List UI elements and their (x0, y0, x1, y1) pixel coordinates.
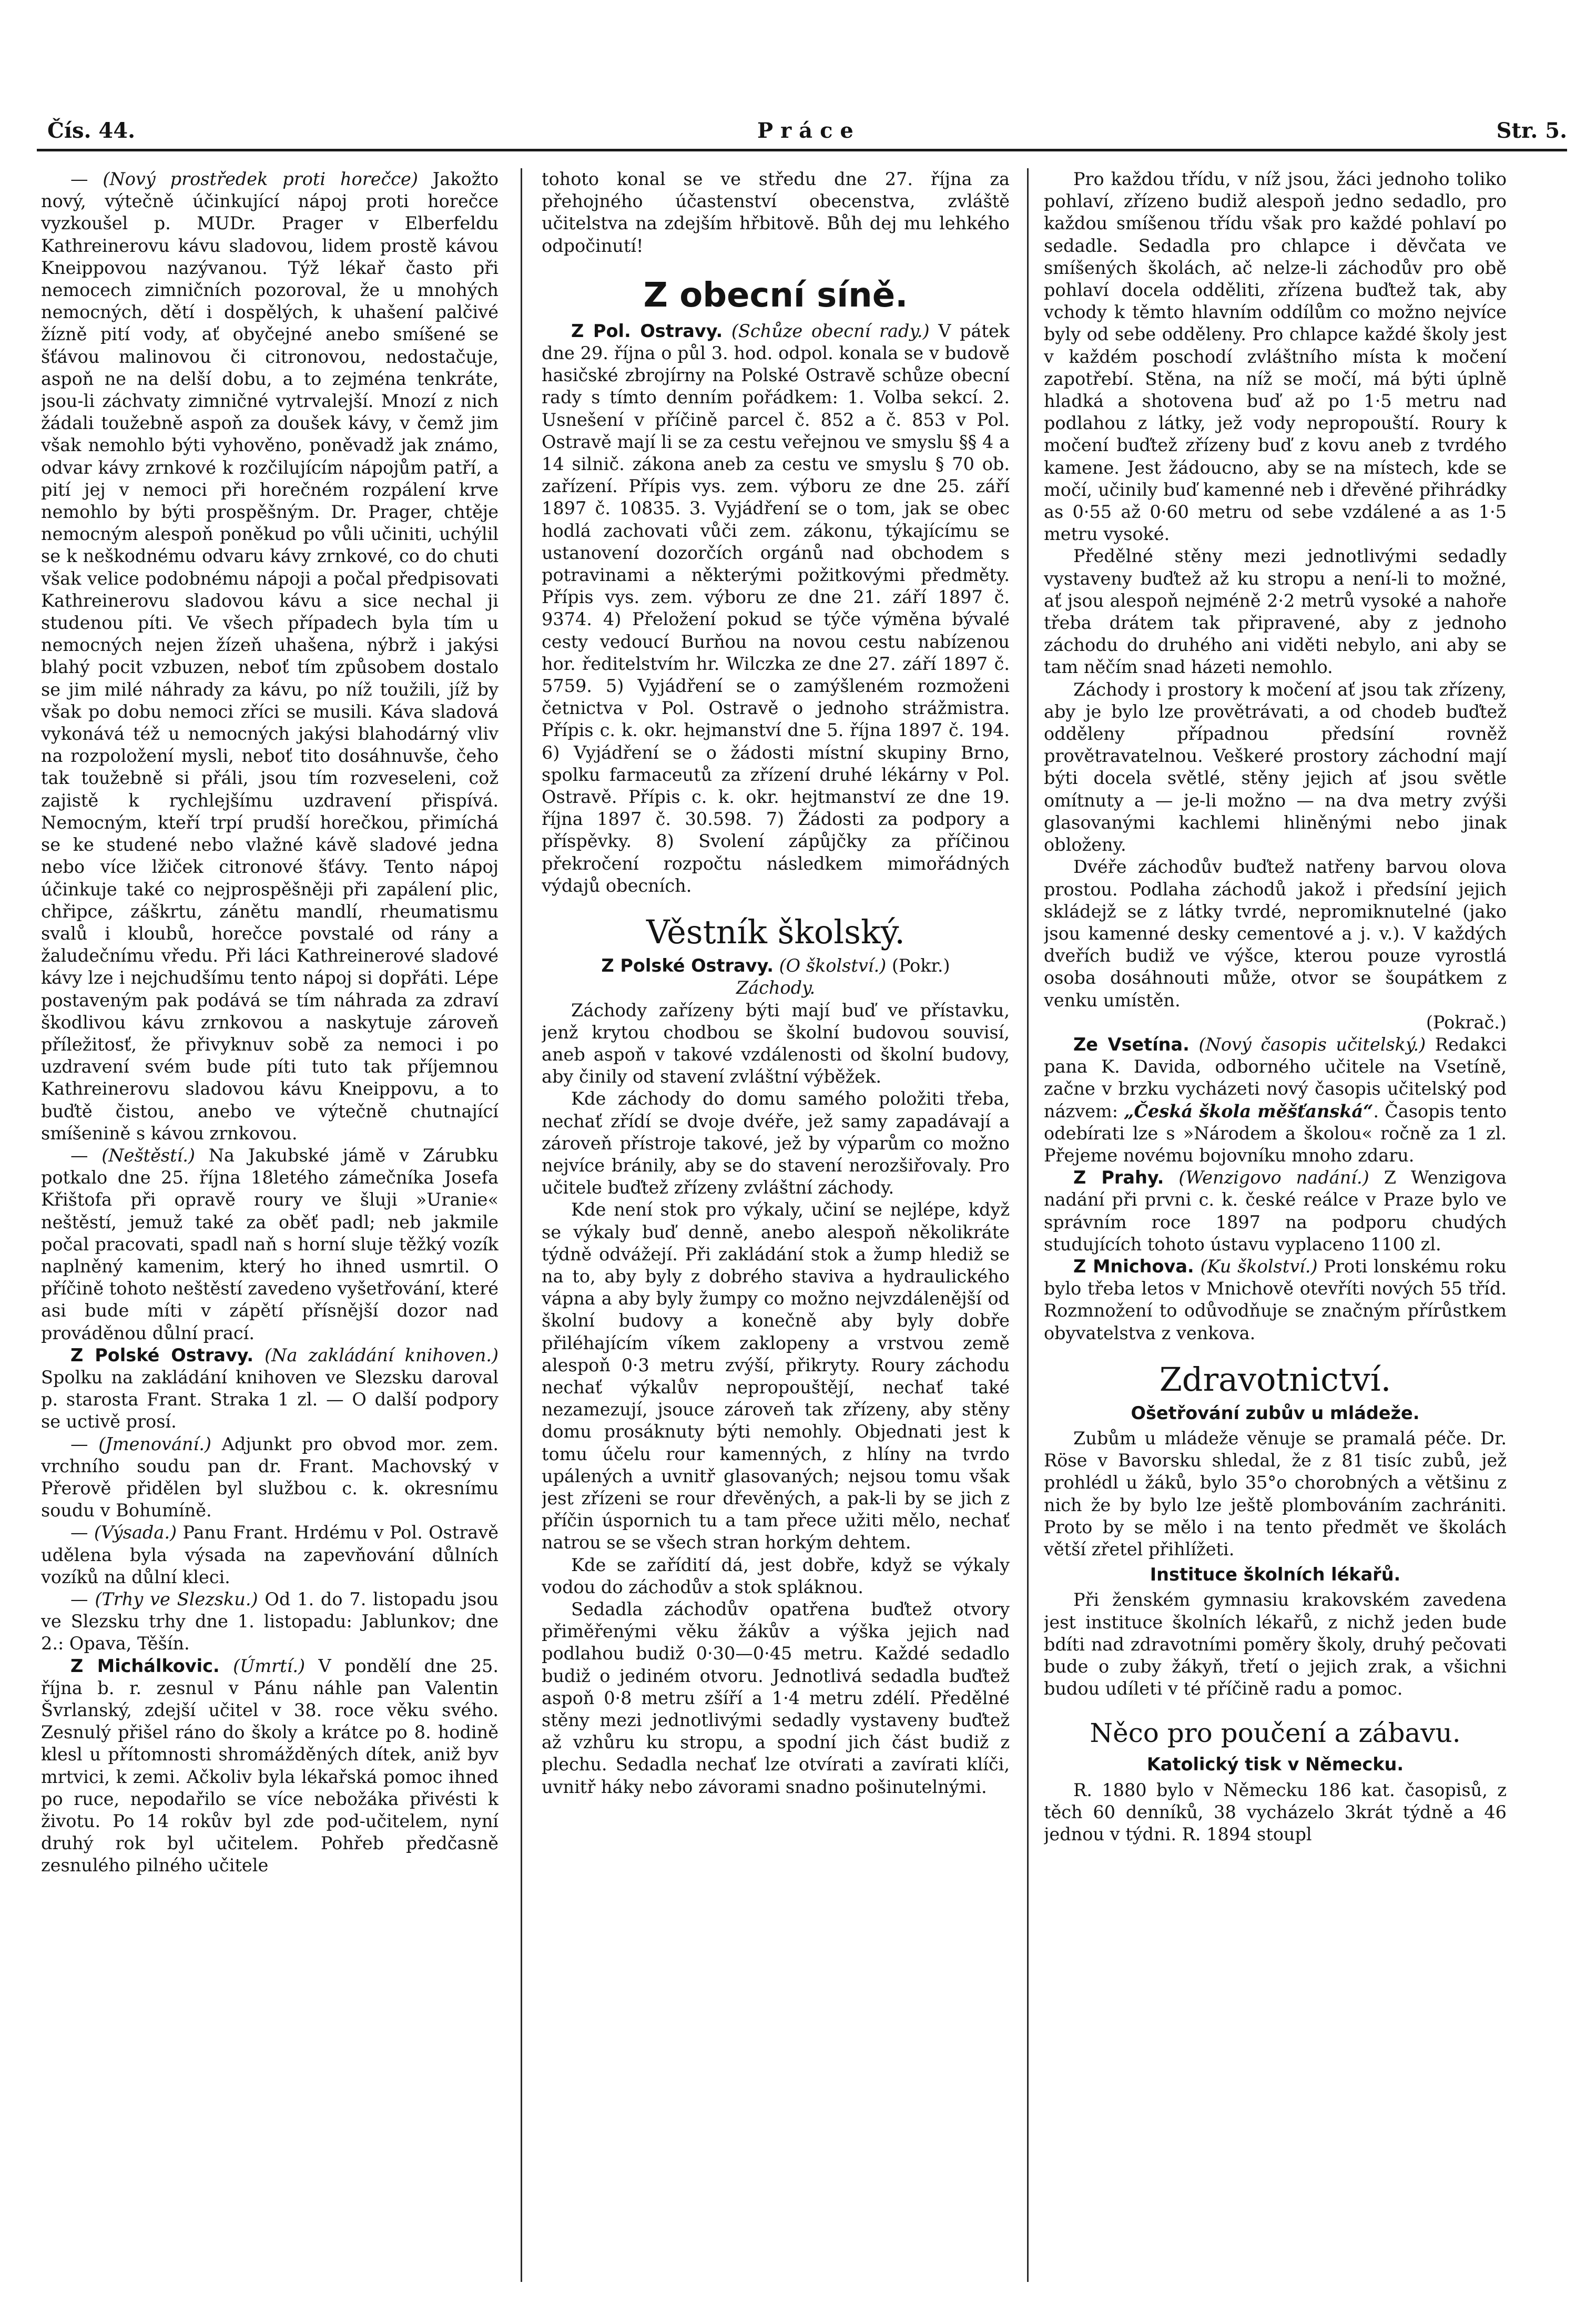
article-libraries: Z Polské Ostravy. (Na zakládání knihoven.) Spolku na zakládání knihoven ve Slezsku daroval p. starosta Frant. Straka 1 zl. — O další podpory se uctivě prosí. (41, 1344, 499, 1432)
article-munich: Z Mnichova. (Ku školství.) Proti lonskému roku bylo třeba letos v Mnichově otevříti nových 55 tříd. Rozmnožení to odůvodňuje se značným přírůstkem obyvatelstva z venkova. (1044, 1256, 1507, 1343)
continued-note: (Pokrač.) (1426, 1012, 1507, 1033)
school-article-title: Z Polské Ostravy. (O školství.) (Pokr.) (601, 955, 950, 976)
school-paragraph: Předělné stěny mezi jednotlivými sedadly vystaveny buďtež až ku stropu a není-li to možné, ať jsou alespoň nejméně 2·2 metrů vysoké a nahoře třeba drátem tak připravené, aby z jednoho záchodu do druhého ani viděti nebylo, ani aby se tam něčím snad házeti nemohlo. (1044, 546, 1507, 678)
obituary-continued: tohoto konal se ve středu dne 27. října za přehojného účastenství obecenstva, zvláště učitelstva na zdejším hřbitově. Bůh dej mu lehkého odpočinutí! (542, 169, 1010, 256)
article-coffee-fever: — (Nový prostředek proti horečce) Jakožto nový, výtečně účinkující nápoj proti horečce vyzkoušel p. MUDr. Prager v Elberfeldu Kathreinerovu kávu sladovou, lidem prostě kávou Kneippovou nazývanou. Týž lékař často při nemocech zimničních pozoroval, že u mnohých nemocných, dětí i dospělých, k uhašení palčivé žízně pití vody, ať obyčejné anebo smíšené se šťávou malinovou či citronovou, nedostačuje, aspoň ne na delší dobu, a to zejména tenkráte, jsou-li záchvaty zimničné vytrvalejší. Mnozí z nich žádali toužebně aspoň za doušek kávy, v čemž jim však nemohlo býti vyhověno, poněvadž jak známo, odvar kávy zrnkové k rozčilujícím nápojům patří, a pití jej v nemoci při horečném rozpálení krve nemohlo by býti prospěšným. Dr. Prager, chtěje nemocným alespoň poněkud po vůli učiniti, uchýlil se k neškodnému odvaru kávy zrnkové, co do chuti však velice podobnému nápoji a počal předpisovati Kathreinerovu sladovou kávu a sice nechal ji studenou píti. Ve všech případech byla tím u nemocných nejen žízeň uhašena, nýbrž i jakýsi blahý pocit vzbuzen, neboť tím způsobem dostalo se jim milé náhrady za kávu, po níž toužili, jíž by však po dobu nemoci zříci se musili. Káva sladová vykonává též u nemocných jakýsi blahodárný vliv na rozpoložení mysli, neboť tito dosáhnuvše, čeho tak toužebně si přáli, jsou tím rozveseleni, což zajistě k rychlejšímu uzdravení přispívá. Nemocným, kteří trpí prudší horečkou, přimíchá se ke studené nebo vlažné kávě sladové jedna nebo více lžiček citronové šťávy. Tento nápoj účinkuje také co nejprospěšněji při zapálení plic, chřipce, záškrtu, zánětu mandlí, rheumatismu svalů i kloubů, horečce povstalé od rány a žaludečnímu vředu. Při láci Kathreinerové sladové kávy lze i nejchudšímu tento nápoj si dopřáti. Lépe postaveným pak podává se tím náhrada za zdraví škodlivou kávu zrnkovou a naskytuje zároveň příležitosť, že přivyknuv sobě za nemoci i po uzdravení svém bude píti tuto tak příjemnou Kathreinerovu sladovou kávu Kneippovu, a to buďtě čistou, anebo ve výtečně chutnající smíšenině s kávou zrnkovou. (41, 169, 499, 1144)
article-obituary: Z Michálkovic. (Úmrtí.) V pondělí dne 25. října b. r. zesnul v Pánu náhle pan Valentin Švrlanský, zdejší učitel v 38. roce věku svého. Zesnulý přišel ráno do školy a krátce po 8. hodině klesl u přítomnosti shromážděných dítek, aniž byv mrtvici, k zemi. Ačkoliv byla lékařská pomoc ihned po ruce, nepodařilo se více nebožáka přivésti k životu. Po 14 rokův byl zde pod-učitelem, nyní druhý rok byl učitelem. Pohřeb předčasně zesnulého pilného učitele (41, 1655, 499, 1876)
health-subheading: Ošetřování zubův u mládeže. (1131, 1402, 1420, 1423)
school-paragraph: Kde záchody do domu samého položiti třeba, nechať zřídí se dvoje dvéře, jež samy zapadávají a zároveň přístroje takové, jež by výparům co možno nejvíce bránily, aby se do stavení nerozšiřovaly. Pro učitele buďtež zřízeny zvláštní záchody. (542, 1088, 1010, 1198)
article-accident: — (Neštěstí.) Na Jakubské jámě v Zárubku potkalo dne 25. října 18letého zámečníka Josefa Křištofa při opravě roury ve šluji »Uranie« neštěstí, jemuž také za oběť padl; neb jakmile počal pracovati, spadl naň s horní sluje těžký vozík naplněný kamenim, který ho ihned usmrtil. O příčině tohoto neštěstí zavedeno vyšetřování, které asi bude míti v zápětí přísnější dozor nad prováděnou důlní prací. (41, 1145, 499, 1343)
health-paragraph: Při ženském gymnasiu krakovském zavedena jest instituce školních lékařů, z nichž jeden bude bdíti nad zdravotními poměry školy, druhý pečovati bude o zuby žákyň, třetí o jejich zrak, a všichni budou udíleti v té příčině radu a pomoc. (1044, 1589, 1507, 1699)
header-rule (37, 149, 1567, 151)
section-heading-health: Zdravotnictví. (1159, 1360, 1391, 1399)
page-number: Str. 5. (1496, 118, 1567, 143)
article-appointment: — (Jmenování.) Adjunkt pro obvod mor. zem. vrchního soudu pan dr. Frant. Machovský v Přerově přidělen byl službou c. k. okresnímu soudu v Bohumíně. (41, 1433, 499, 1521)
column-right (1044, 168, 1507, 2308)
school-subheading: Záchody. (736, 977, 816, 998)
section-heading-school: Věstník školský. (646, 913, 905, 952)
article-patent: — (Výsada.) Panu Frant. Hrdému v Pol. Ostravě udělena byla výsada na zapevňování důlních vozíků na důlní kleci. (41, 1522, 499, 1587)
section-heading-municipal: Z obecní síně. (643, 276, 908, 315)
page-header (47, 118, 1567, 145)
article-vsetin: Ze Vsetína. (Nový časopis učitelský.) Redakci pana K. Davida, odborného učitele na Vsetíně, začne v brzku vycházeti nový časopis učitelský pod názvem: „Česká škola měšťanská“. Časopis tento odebírati lze s »Národem a školou« ročně za 1 zl. Přejeme novému bojovníku mnoho zdaru. (1044, 1034, 1507, 1166)
school-paragraph: Kde se zařídití dá, jest dobře, když se výkaly vodou do záchodův a stok spláknou. (542, 1554, 1010, 1597)
column-divider (1027, 168, 1029, 2282)
section-heading-education: Něco pro poučení a zábavu. (1090, 1718, 1461, 1749)
education-paragraph: R. 1880 bylo v Německu 186 kat. časopisů, z těch 60 denníků, 38 vycházelo 3krát týdně a 46 jednou v týdni. R. 1894 stoupl (1044, 1779, 1507, 1845)
school-paragraph: Pro každou třídu, v níž jsou, žáci jednoho toliko pohlaví, zřízeno budiž alespoň jedno sedadlo, pro každou smíšenou třídu však pro každé pohlaví po sedadle. Sedadla pro chlapce i děvčata ve smíšených školách, ač nelze-li záchodův pro obě pohlaví docela odděliti, zřízena buďtež tak, aby vchody k těmto hlavním oddílům co možno nejvíce byly od sebe odděleny. Pro chlapce každé školy jest v každém poschodí zvláštního místa k močení zapotřebí. Stěna, na níž se močí, má býti úplně hladká a shotovena buď až po 1·5 metru nad podlahou z látky, jež vody nepropouští. Roury k močení buďtež zřízeny buď z kovu aneb z tvrdého kamene. Jest žádoucno, aby se na místech, kde se močí, učinily buď kamenné neb i dřevěné přihrádky as 0·55 až 0·60 metru od sebe vzdálené a as 1·5 metru vysoké. (1044, 169, 1507, 545)
article-council-meeting: Z Pol. Ostravy. (Schůze obecní rady.) V pátek dne 29. října o půl 3. hod. odpol. konala se v budově hasičské zbrojírny na Polské Ostravě schůze obecní rady s tímto denním pořádkem: 1. Volba sekcí. 2. Usnešení v příčině parcel č. 852 a č. 853 v Pol. Ostravě mají li se za cestu veřejnou ve smyslu §§ 4 a 14 silnič. zákona aneb za cestu ve smyslu § 70 ob. zařízení. Přípis vys. zem. výboru ze dne 25. září 1897 č. 10835. 3. Vyjádření se o tom, jak se obec hodlá zachovati vůči zem. zákonu, týkajícímu se ustanovení dozorčích orgánů nad obchodem s potravinami a některými požitkovými předměty. Přípis vys. zem. výboru ze dne 21. září 1897 č. 9374. 4) Přeložení pokud se týče výměna bývalé cesty vedoucí Burňou na novou cestu nabízenou hor. ředitelstvím hr. Wilczka ze dne 27. září 1897 č. 5759. 5) Vyjádření se o zamýšleném rozmoženi četnictva v Pol. Ostravě o jednoho strážmistra. Přípis c. k. okr. hejmanství dne 5. října 1897 č. 194. 6) Vyjádření se o žádosti místní skupiny Brno, spolku farmaceutů za zřízení druhé lékárny v Pol. Ostravě. Přípis c. k. okr. hejtmanství ze dne 19. října 1897 č. 30.598. 7) Žádosti za podpory a příspěvky. 8) Svolení zápůjčky za příčinou překročení rozpočtu následkem mimořádných výdajů obecních. (542, 320, 1010, 896)
health-subheading: Instituce školních lékařů. (1150, 1564, 1401, 1585)
school-paragraph: Dvéře záchodův buďtež natřeny barvou olova prostou. Podlaha záchodů jakož i předsíní jejich skládejž se z látky tvrdé, nepromiknutelné (jako jsou kamenné desky cementové a j. v.). V každých dveřích budiž ve výšce, kterou pouze vyrostlá osoba dosáhnouti může, otvor se šoupátkem z venku umístěn. (1044, 857, 1507, 1011)
newspaper-title: Práce (757, 118, 861, 143)
article-markets: — (Trhy ve Slezsku.) Od 1. do 7. listopadu jsou ve Slezsku trhy dne 1. listopadu: Jablunkov; dne 2.: Opava, Těšín. (41, 1589, 499, 1654)
issue-number: Čís. 44. (47, 118, 135, 143)
school-paragraph: Kde není stok pro výkaly, učiní se nejlépe, když se výkaly buď denně, anebo alespoň několikráte týdně odvážejí. Při zakládání stok a žump hlediž se na to, aby byly z dobrého staviva a hydraulického vápna a aby byly žumpy co možno nejvzdálenější od školní budovy a konečně aby byly dobře přiléhajícím víkem zaklopeny a vrstvou země alespoň 0·3 metru zvýší, přikryty. Roury záchodu nechať výkalův nepropouštějí, nechať také nezamezují, jsouce zároveň tak zřízeny, aby stěny domu prosáknuty býti nemohly. Objednati jest k tomu účelu rour kamenných, z hlíny na tvrdo upálených a uvnitř glasovaných; nejsou tomu však jest zřízeni se rour dřevěných, a pak-li by se jich z příčin úspornich tu a tam přece užiti mělo, nechať natrou se se všech stran horkým dehtem. (542, 1199, 1010, 1553)
health-paragraph: Zubům u mládeže věnuje se pramalá péče. Dr. Röse v Bavorsku shledal, že z 81 tisíc zubů, jež prohlédl u žáků, bylo 35°o chorobných a většinu z nich že by bylo lze ještě plombováním zachrániti. Proto by se mělo i na tento předmět ve školách větší zřetel přihlížeti. (1044, 1428, 1507, 1559)
school-paragraph: Záchody zařízeny býti mají buď ve přístavku, jenž krytou chodbou se školní budovou souvisí, aneb aspoň v takové vzdálenosti od školní budovy, aby činily od stavení zvláštní výběžek. (542, 1000, 1010, 1087)
column-divider (521, 168, 522, 2282)
school-paragraph: Záchody i prostory k močení ať jsou tak zřízeny, aby je bylo lze provětrávati, a od chodeb buďtež odděleny případnou předsíní rovněž provětravatelnou. Veškeré prostory záchodní mají býti docela světlé, stěny jejich ať jsou světle omítnuty a — je-li možno — na dva metry zvýši glasovanými kachlemi hliněnými nebo jinak obloženy. (1044, 679, 1507, 855)
column-left (41, 168, 499, 2308)
article-prague: Z Prahy. (Wenzigovo nadání.) Z Wenzigova nadání při prvni c. k. české reálce v Praze bylo ve správním roce 1897 na podporu chudých studujících tohoto ústavu vyplaceno 1100 zl. (1044, 1167, 1507, 1255)
column-middle (542, 168, 1010, 2308)
education-subheading: Katolický tisk v Německu. (1146, 1754, 1404, 1775)
school-paragraph: Sedadla záchodův opatřena buďtež otvory přiměřenými věku žákův a výška jejich nad podlahou budiž 0·30—0·45 metru. Každé sedadlo budiž o jediném otvoru. Jednotlivá sedadla buďtež aspoň 0·8 metru zšíří a 1·4 metru zdélí. Předělné stěny mezi jednotlivými sedadly vystaveny buďtež až vzhůru ku stropu, a spodní jich část budiž z plechu. Sedadla nechať lze otvírati a zavírati klíči, uvnitř háky nebo závorami snadno pošinutelnými. (542, 1598, 1010, 1797)
